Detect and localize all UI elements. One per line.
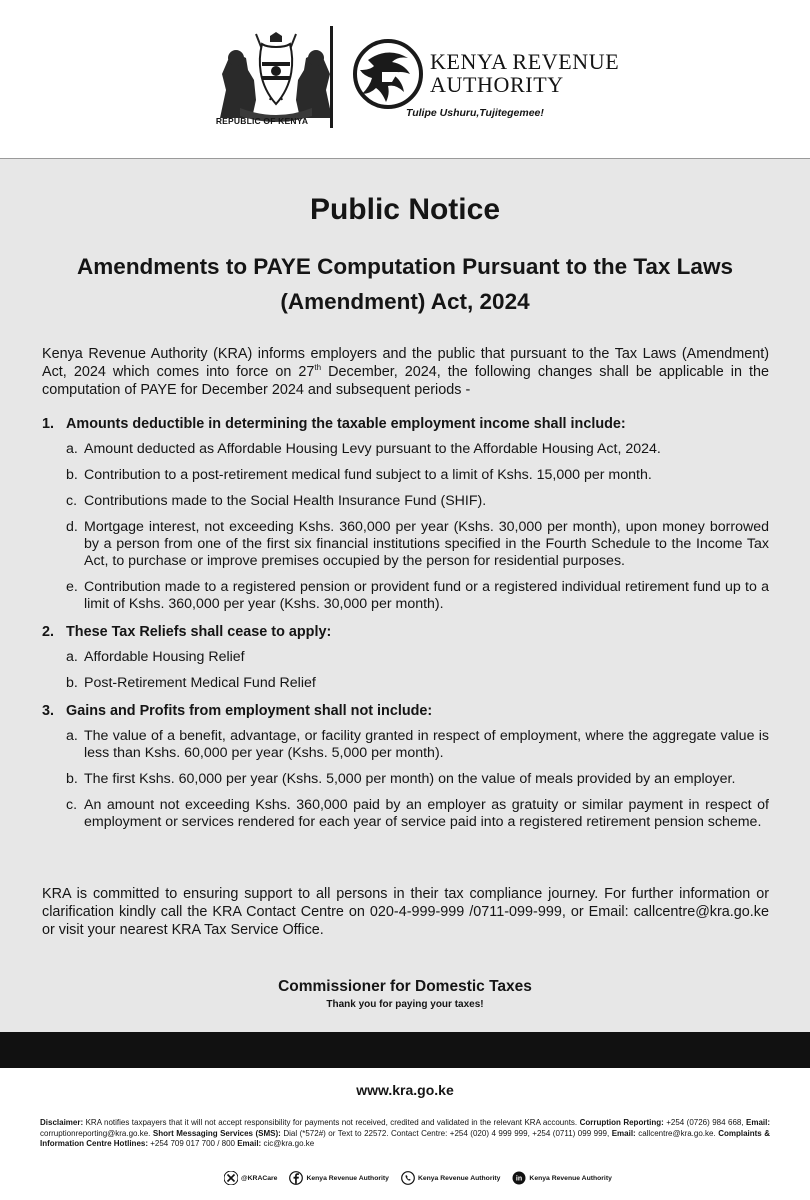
list-item-letter: c.: [66, 493, 78, 509]
section-heading: [42, 702, 769, 720]
section-1: [42, 415, 769, 613]
list-item-text: Mortgage interest, not exceeding Kshs. 360,000 per year (Kshs. 30,000 per month), upon money borrowed by a person from one of the first six financial institutions specified in the Fourth Schedule to the Income Tax Act, to purchase or improve premises occupied by the person for residential purposes.: [84, 519, 769, 569]
social-link-label: Kenya Revenue Authority: [529, 1174, 612, 1182]
notice-body: [0, 159, 810, 1032]
list-item: [66, 467, 769, 484]
coat-of-arms-logo: [212, 30, 340, 124]
intro-paragraph: [42, 345, 769, 399]
list-item-text: Contribution made to a registered pension or provident fund or a registered individual retirement fund up to a limit of Kshs. 360,000 per year (Kshs. 30,000 per month).: [84, 579, 769, 612]
section-3: [42, 702, 769, 831]
disclaimer-run: cic@kra.go.ke: [263, 1139, 315, 1148]
linkedin-icon: [512, 1171, 526, 1185]
list-item-letter: d.: [66, 519, 78, 535]
whatsapp-icon: [401, 1171, 415, 1185]
kra-name-line2: AUTHORITY: [430, 72, 564, 97]
section-number: 2.: [42, 624, 55, 640]
header-divider: [330, 26, 333, 128]
section-heading: [42, 415, 769, 433]
intro-text-part1: Kenya Revenue Authority (KRA) informs employers and the public that pursuant to the Tax Laws (Amendment) Act, 2024 which comes into force on 27: [42, 346, 769, 380]
social-link[interactable]: [512, 1171, 611, 1185]
section-heading: [42, 623, 769, 641]
x-icon: [224, 1171, 238, 1185]
list-item: [66, 728, 769, 762]
section-heading-text: Gains and Profits from employment shall not include:: [66, 703, 433, 719]
notice-footer: [0, 1068, 810, 1200]
list-item-text: Contribution to a post-retirement medical fund subject to a limit of Kshs. 15,000 per month.: [84, 467, 652, 483]
section-2: [42, 623, 769, 692]
disclaimer-run: Dial (*572#) or Text to 22572. Contact Centre: +254 (020) 4 999 999, +254 (0711) 099 999,: [283, 1128, 612, 1138]
list-item: [66, 519, 769, 570]
list-item: [66, 797, 769, 831]
kra-lion-logo-icon: [352, 38, 424, 110]
list-item-letter: a.: [66, 441, 78, 457]
social-link-label: @KRACare: [241, 1174, 278, 1182]
list-item-text: An amount not exceeding Kshs. 360,000 paid by an employer as gratuity or similar payment in respect of employment or services rendered for each year of service paid into a registered retirement pension scheme.: [84, 797, 769, 830]
list-item: [66, 771, 769, 788]
social-link-label: Kenya Revenue Authority: [417, 1174, 501, 1182]
disclaimer-label: Disclaimer:: [40, 1118, 86, 1127]
facebook-icon: [289, 1171, 303, 1185]
disclaimer-run: KRA notifies taxpayers that it will not accept responsibility for payments not received, credited and validated in the relevant KRA accounts.: [85, 1118, 580, 1127]
disclaimer-run: callcentre@kra.go.ke.: [638, 1128, 719, 1138]
list-item: [66, 493, 769, 510]
list-item-letter: b.: [66, 771, 78, 787]
list-item-text: The first Kshs. 60,000 per year (Kshs. 5,000 per month) on the value of meals provided by an employer.: [84, 771, 736, 787]
footer-dark-band: [0, 1032, 810, 1068]
section-number: 3.: [42, 703, 55, 719]
disclaimer-run: +254 (0726) 984 668,: [666, 1118, 747, 1127]
website-link[interactable]: www.kra.go.ke: [356, 1082, 454, 1098]
disclaimer-run: +254 709 017 700 / 800: [150, 1139, 238, 1148]
signoff-title: Commissioner for Domestic Taxes: [278, 978, 532, 995]
list-item-letter: a.: [66, 649, 78, 665]
list-item: [66, 649, 769, 666]
disclaimer-text: [40, 1118, 770, 1150]
disclaimer-label: Corruption Reporting:: [579, 1118, 667, 1127]
list-item-letter: e.: [66, 579, 78, 595]
kra-name-line1: KENYA REVENUE: [430, 49, 620, 74]
closing-paragraph: KRA is committed to ensuring support to all persons in their tax compliance journey. For further information or clarification kindly call the KRA Contact Centre on 020-4-999-999 /0711-099-999, or Email: callcentre@kra.go.ke or visit your nearest KRA Tax Service Office.: [42, 886, 769, 938]
list-item-text: The value of a benefit, advantage, or facility granted in respect of employment, where the aggregate value is less than Kshs. 60,000 per year (Kshs. 5,000 per month).: [84, 728, 769, 761]
list-item-text: Amount deducted as Affordable Housing Levy pursuant to the Affordable Housing Act, 2024.: [84, 441, 661, 457]
notice-subtitle: Amendments to PAYE Computation Pursuant to the Tax Laws (Amendment) Act, 2024: [77, 254, 733, 314]
kra-slogan: Tulipe Ushuru,Tujitegemee!: [406, 107, 544, 119]
list-item: [66, 579, 769, 613]
disclaimer-label: Email:: [237, 1139, 264, 1148]
disclaimer-label: Short Messaging Services (SMS):: [152, 1128, 284, 1138]
list-item-text: Post-Retirement Medical Fund Relief: [84, 675, 316, 691]
section-number: 1.: [42, 416, 55, 432]
list-item: [66, 675, 769, 692]
list-item-letter: a.: [66, 728, 78, 744]
list-item-text: Affordable Housing Relief: [84, 649, 245, 665]
disclaimer-label: Email:: [611, 1128, 639, 1138]
amendments-list: [42, 415, 769, 841]
list-item-text: Contributions made to the Social Health Insurance Fund (SHIF).: [84, 493, 487, 509]
list-item-letter: b.: [66, 675, 78, 691]
kra-name: [430, 50, 619, 96]
coat-of-arms-caption: REPUBLIC OF KENYA: [215, 116, 309, 126]
notice-title: Public Notice: [309, 193, 501, 226]
list-item: [66, 441, 769, 458]
social-link[interactable]: [224, 1171, 277, 1185]
disclaimer-label: Complaints & Information Centre Hotlines:: [40, 1128, 771, 1148]
svg-text:in: in: [516, 1175, 523, 1183]
intro-date-superscript: th: [314, 363, 322, 373]
social-link-label: Kenya Revenue Authority: [306, 1174, 389, 1182]
notice-header: [0, 0, 810, 159]
social-link[interactable]: [401, 1171, 500, 1185]
disclaimer-run: corruptionreporting@kra.go.ke.: [40, 1128, 153, 1138]
list-item-letter: c.: [66, 797, 78, 813]
social-link[interactable]: [289, 1171, 388, 1185]
intro-text-part2: December, 2024, the following changes shall be applicable in the computation of PAYE for December 2024 and subsequent periods -: [42, 364, 769, 398]
social-links: [224, 1171, 624, 1185]
section-heading-text: Amounts deductible in determining the taxable employment income shall include:: [66, 416, 626, 432]
disclaimer-label: Email:: [746, 1118, 771, 1127]
thanks-line: Thank you for paying your taxes!: [326, 999, 484, 1010]
list-item-letter: b.: [66, 467, 78, 483]
section-heading-text: These Tax Reliefs shall cease to apply:: [66, 624, 332, 640]
